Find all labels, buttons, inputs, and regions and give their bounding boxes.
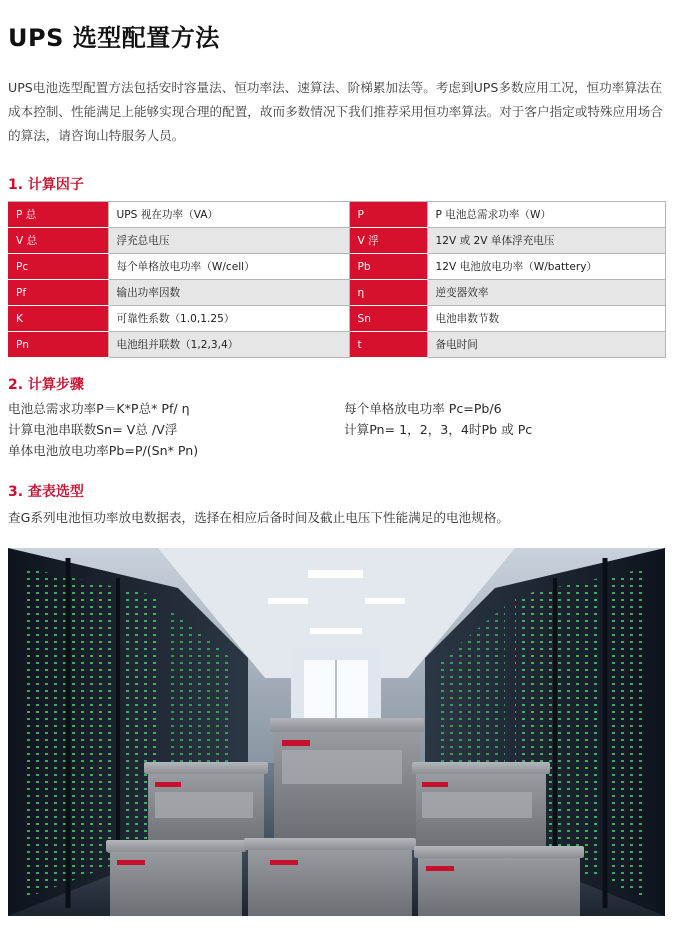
factor-symbol: Pf xyxy=(8,280,108,306)
battery-top-right xyxy=(412,762,550,850)
battery-bottom-center xyxy=(244,838,416,916)
factor-row xyxy=(8,306,665,332)
factor-row xyxy=(8,228,665,254)
battery-bottom-right xyxy=(414,846,584,916)
step-line: 计算Pn= 1，2，3，4时Pb 或 Pc xyxy=(344,422,533,437)
factor-symbol: V 总 xyxy=(8,228,108,254)
step-line: 单体电池放电功率Pb=P/(Sn* Pn) xyxy=(8,443,199,458)
steps-left xyxy=(8,398,198,461)
factor-symbol: Sn xyxy=(349,306,427,332)
factor-row xyxy=(8,202,665,228)
factor-description: 输出功率因数 xyxy=(108,280,349,306)
factor-row xyxy=(8,332,665,358)
factor-symbol: Pb xyxy=(349,254,427,280)
factor-symbol: V 浮 xyxy=(349,228,427,254)
factor-description: 逆变器效率 xyxy=(427,280,665,306)
section-heading-selection: 3. 查表选型 xyxy=(8,484,84,500)
factor-symbol: Pc xyxy=(8,254,108,280)
factor-row xyxy=(8,254,665,280)
factor-symbol: Pn xyxy=(8,332,108,358)
battery-bottom-left xyxy=(106,840,246,916)
page-title: UPS 选型配置方法 xyxy=(8,24,220,52)
factor-description: 电池组并联数（1,2,3,4） xyxy=(108,332,349,358)
battery-top-center xyxy=(270,718,424,838)
step-line: 每个单格放电功率 Pc=Pb/6 xyxy=(344,401,502,416)
factor-description: 每个单格放电功率（W/cell） xyxy=(108,254,349,280)
factor-description: P 电池总需求功率（W） xyxy=(427,202,665,228)
photo-illustration xyxy=(8,548,665,916)
factor-description: 电池串数节数 xyxy=(427,306,665,332)
factor-description: 12V 或 2V 单体浮充电压 xyxy=(427,228,665,254)
factor-symbol: P xyxy=(349,202,427,228)
section-heading-factors: 1. 计算因子 xyxy=(8,177,84,193)
steps-right xyxy=(344,398,532,440)
factor-symbol: K xyxy=(8,306,108,332)
factor-symbol: η xyxy=(349,280,427,306)
datacenter-battery-photo xyxy=(8,548,665,916)
factor-description: 12V 电池放电功率（W/battery） xyxy=(427,254,665,280)
battery-top-left xyxy=(144,762,268,850)
factor-description: 浮充总电压 xyxy=(108,228,349,254)
section-heading-steps: 2. 计算步骤 xyxy=(8,377,84,393)
factor-row xyxy=(8,280,665,306)
factor-description: 备电时间 xyxy=(427,332,665,358)
factor-description: 可靠性系数（1.0,1.25） xyxy=(108,306,349,332)
selection-text: 查G系列电池恒功率放电数据表，选择在相应后备时间及截止电压下性能满足的电池规格。 xyxy=(8,510,509,525)
factors-table xyxy=(8,201,666,358)
factor-description: UPS 视在功率（VA） xyxy=(108,202,349,228)
factor-symbol: t xyxy=(349,332,427,358)
step-line: 电池总需求功率P＝K*P总* Pf/ η xyxy=(8,401,190,416)
intro-paragraph: UPS电池选型配置方法包括安时容量法、恒功率法、速算法、阶梯累加法等。考虑到UPS多数应用工况，恒功率算法在成本控制、性能满足上能够实现合理的配置，故而多数情况下我们推荐采用恒功率算法。对于客户指定或特殊应用场合的算法，请咨询山特服务人员。 xyxy=(8,80,663,143)
step-line: 计算电池串联数Sn= V总 /V浮 xyxy=(8,422,178,437)
factor-symbol: P 总 xyxy=(8,202,108,228)
